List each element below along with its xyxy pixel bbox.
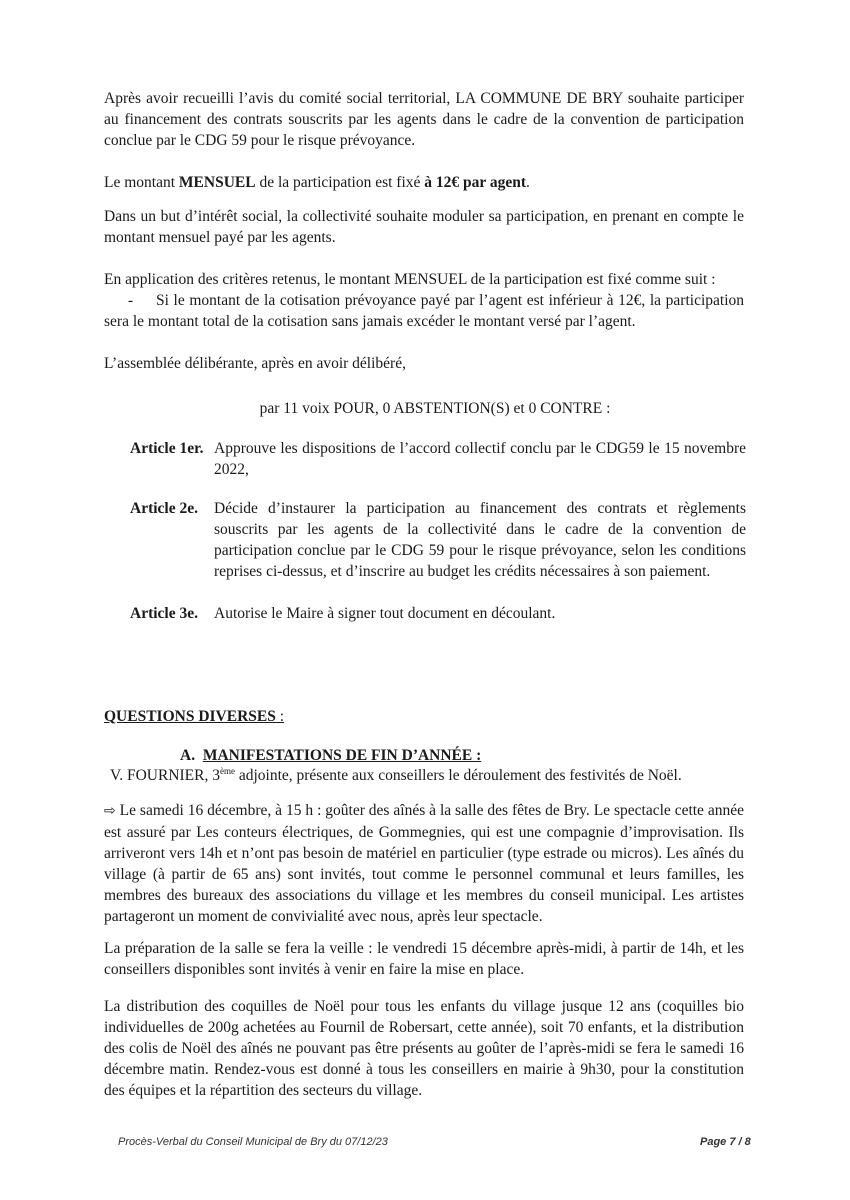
section-title-suffix: : (275, 708, 285, 725)
article-text: Décide d’instaurer la participation au financement des contrats et règlements souscrits par les agents de la collectivité dans le cadre de la convention de participation conclue par le CDG 59 pour le risque prévoyance, selon les conditions reprises ci-dessus, et d’inscrire au budget les crédits nécessaires à son paiement. (214, 500, 746, 580)
paragraph-social-interest: Dans un but d’intérêt social, la collectivité souhaite moduler sa participation, en prenant en compte le montant mensuel payé par les agents. (104, 208, 744, 246)
paragraph-presenter (110, 765, 770, 786)
text-segment: de la participation est fixé (255, 174, 425, 191)
vote-result: par 11 voix POUR, 0 ABSTENTION(S) et 0 CONTRE : (259, 400, 611, 417)
text-segment: Le samedi 16 décembre, à 15 h : goûter des aînés à la salle des fêtes de Bry. Le spectacle cette année est assuré par Les conteurs électriques, de Gommegnies, qui est une compagnie d’improvisation. Ils arriveront vers 14h et n’ont pas besoin de matériel en particulier (type estrade ou micros). Les aînés du village (à partir de 65 ans) sont invités, tout comme le personnel communal et leurs familles, les membres des bureaux des associations du village et les membres du conseil municipal. Les artistes partageront un moment de convivialité avec nous, après leur spectacle. (104, 802, 744, 925)
article-text: Approuve les dispositions de l’accord collectif conclu par le CDG59 le 15 novembre 2022, (214, 440, 746, 478)
text-segment: . (526, 174, 530, 191)
arrow-right-icon: ⇨ (104, 803, 116, 819)
superscript: ème (219, 765, 235, 776)
paragraph-participation-intro: Après avoir recueilli l’avis du comité social territorial, LA COMMUNE DE BRY souhaite participer au financement des contrats souscrits par les agents dans le cadre de la convention de participation conclue par le CDG 59 pour le risque prévoyance. (104, 90, 744, 149)
subsection-title (180, 745, 481, 766)
article-text: Autorise le Maire à signer tout document en découlant. (214, 605, 556, 622)
text-segment: V. FOURNIER, 3 (110, 767, 220, 784)
paragraph-preparation: La préparation de la salle se fera la veille : le vendredi 15 décembre après-midi, à partir de 14h, et les conseillers disponibles sont invités à venir en faire la mise en place. (104, 940, 744, 978)
paragraph-deliberation: L’assemblée délibérante, après en avoir délibéré, (104, 355, 406, 372)
bullet-marker: - (128, 292, 134, 309)
footer-page-number: Page 7 / 8 (700, 1136, 751, 1148)
section-title-text: QUESTIONS DIVERSES (104, 708, 276, 725)
section-title (104, 706, 284, 727)
article-label: Article 2e. (130, 500, 198, 517)
text-segment: adjointe, présente aux conseillers le déroulement des festivités de Noël. (234, 767, 682, 784)
subsection-title-text: MANIFESTATIONS DE FIN D’ANNÉE : (202, 747, 482, 764)
article-label: Article 3e. (130, 605, 198, 622)
footer-document-title: Procès-Verbal du Conseil Municipal de Bry du 07/12/23 (118, 1136, 388, 1148)
paragraph-criteria: En application des critères retenus, le montant MENSUEL de la participation est fixé comme suit : (104, 271, 716, 288)
paragraph-monthly-amount (104, 172, 744, 193)
bullet-text: Si le montant de la cotisation prévoyance payé par l’agent est inférieur à 12€, la participation sera le montant total de la cotisation sans jamais excéder le montant versé par l’agent. (104, 292, 744, 330)
text-bold-amount: à 12€ par agent (424, 174, 527, 191)
text-bold-mensuel: MENSUEL (178, 174, 256, 191)
article-label: Article 1er. (130, 440, 204, 457)
text-segment: Le montant (104, 174, 179, 191)
paragraph-distribution: La distribution des coquilles de Noël pour tous les enfants du village jusque 12 ans (coquilles bio individuelles de 200g achetées au Fournil de Robersart, cette année), soit 70 enfants, et la distribution des colis de Noël des aînés ne pouvant pas être présents au goûter de l’après-midi se fera le samedi 16 décembre matin. Rendez-vous est donné à tous les conseillers en mairie à 9h30, pour la constitution des équipes et la répartition des secteurs du village. (104, 998, 744, 1099)
subsection-letter: A. (180, 747, 196, 764)
paragraph-goûter (104, 800, 744, 927)
